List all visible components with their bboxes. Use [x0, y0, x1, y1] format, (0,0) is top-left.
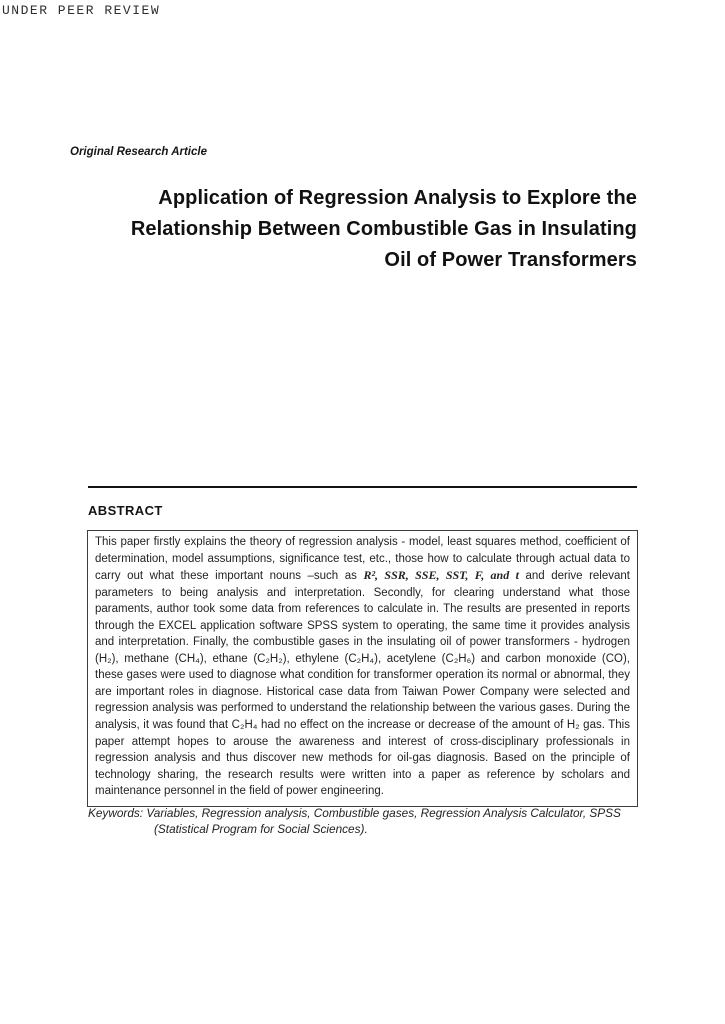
- paper-title-line-2: Relationship Between Combustible Gas in Insulating: [130, 218, 637, 240]
- math-expression: R², SSR, SSE, SST, F, and t: [363, 568, 519, 583]
- abstract-heading: ABSTRACT: [88, 503, 163, 518]
- abstract-text-segment-2: and derive relevant parameters to being analysis and interpretation. Secondly, for clearing understand what those paraments, author took some data from references to calculate in. The results are presented in reports through the EXCEL application software SPSS system to operating, the same time it provides analysis and interpretation. Finally, the combustible gases in the insulating oil of power transformers - hydrogen (H₂), methane (CH₄), ethane (C₂H₂), ethylene (C₂H₄), acetylene (C₂H₆) and carbon monoxide (CO), these gases were used to diagnose what condition for transformer operation its normal or abnormal, they are important roles in diagnose. Historical case data from Taiwan Power Company were selected and regression analysis was performed to understand the relationship between the various gases. During the analysis, it was found that C₂H₄ had no effect on the increase or decrease of the amount of H₂ gas. This paper attempt hopes to arouse the awareness and interest of cross-disciplinary professionals in regression analysis and thus discover new methods for oil-gas diagnosis. Based on the principle of technology sharing, the research results were written into a paper as reference by scholars and maintenance personnel in the field of power engineering.: [95, 570, 630, 798]
- keywords-line-2: (Statistical Program for Social Sciences).: [154, 822, 368, 836]
- paper-title-line-3: Oil of Power Transformers: [384, 249, 637, 271]
- article-type-label: Original Research Article: [70, 146, 207, 158]
- paper-title-line-1: Application of Regression Analysis to Explore the: [158, 187, 637, 209]
- peer-review-watermark: UNDER PEER REVIEW: [2, 3, 161, 18]
- abstract-text: [95, 534, 630, 800]
- paper-title: [88, 183, 637, 276]
- abstract-box: [87, 530, 638, 807]
- keywords-line-1: Keywords: Variables, Regression analysis, Combustible gases, Regression Analysis Calculator, SPSS: [88, 806, 621, 820]
- abstract-text-segment-1: This paper firstly explains the theory of regression analysis - model, least squares method, coefficient of determination, model assumptions, significance test, etc., those how to calculate through actual data to carry out what these important nouns –such as: [95, 536, 630, 583]
- section-divider-rule: [88, 486, 637, 488]
- keywords-block: [88, 805, 644, 837]
